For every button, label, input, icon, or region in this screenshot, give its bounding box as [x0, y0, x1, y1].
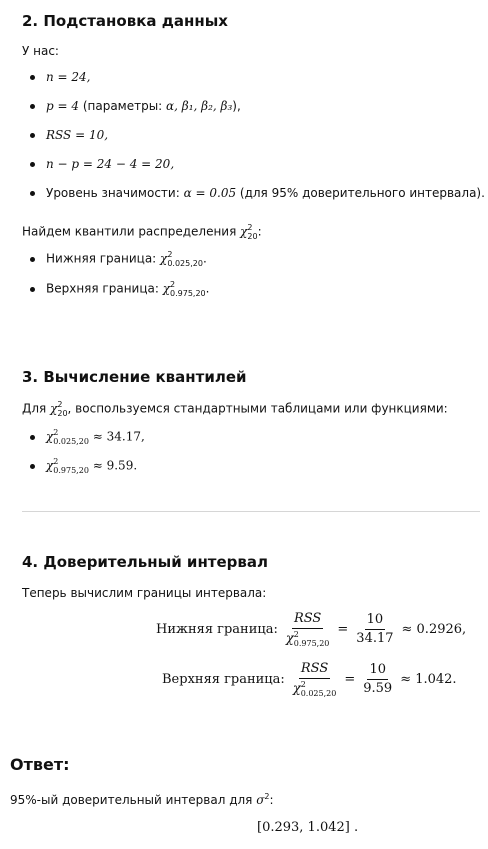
period: . [205, 281, 210, 296]
section-4-title: 4. Доверительный интервал [22, 553, 269, 571]
chi-supsub [167, 250, 203, 268]
chi-symbol: χ [240, 224, 248, 239]
equation-label: Верхняя граница: [162, 672, 285, 687]
bullet-dot [30, 133, 35, 138]
formula-df: n − p = 24 − 4 = 20, [46, 157, 175, 171]
section-2-title: 2. Подстановка данных [22, 12, 228, 30]
list-item-n [46, 69, 91, 85]
lower-bound-equation [156, 611, 466, 648]
chi-sub: 0.975,20 [53, 466, 89, 475]
sigma-symbol: σ [256, 793, 265, 807]
chi-supsub [170, 280, 206, 298]
sigma-sup: 2 [264, 792, 270, 801]
formula-rss: RSS = 10, [46, 128, 109, 142]
fraction-numerator: 10 [365, 612, 386, 630]
chi-symbol: χ [50, 401, 58, 416]
fraction-denominator [284, 629, 332, 648]
section-3-intro [22, 400, 448, 418]
chi-symbol: χ [46, 458, 54, 473]
fraction-numerator: RSS [299, 661, 330, 679]
bullet-dot [30, 162, 35, 167]
chi-sub: 0.025,20 [167, 259, 203, 268]
equals-sign: = [344, 672, 356, 687]
list-item-q2 [46, 457, 137, 475]
list-item-p [46, 98, 241, 114]
list-item-q1 [46, 428, 145, 446]
chi-supsub [53, 457, 89, 475]
bullet-dot [30, 191, 35, 196]
chi-sup: 2 [53, 457, 59, 466]
fraction-denominator [291, 679, 339, 698]
chi-sup: 2 [167, 250, 173, 259]
chi-symbol: χ [46, 429, 54, 444]
list-item-rss [46, 127, 108, 143]
equation-result: ≈ 1.042. [400, 672, 457, 687]
intro-prefix: Для [22, 401, 51, 416]
alpha-note: (для 95% доверительного интервала). [236, 186, 485, 200]
lower-label: Нижняя граница: [46, 251, 161, 266]
bullet-dot [30, 75, 35, 80]
answer-label: 95%-ый доверительный интервал для [10, 793, 257, 807]
chi-sub: 0.025,20 [300, 689, 337, 698]
chi-symbol: χ [292, 681, 301, 697]
chi-sup: 2 [53, 428, 59, 437]
alpha-label: Уровень значимости: [46, 186, 184, 200]
formula-n: n = 24, [46, 70, 91, 84]
quantile-value-lower: ≈ 34.17, [92, 429, 145, 444]
chi-sup: 2 [293, 630, 299, 639]
params-label: (параметры: [79, 99, 167, 113]
chi-sub: 0.975,20 [170, 289, 206, 298]
bullet-dot [30, 464, 35, 469]
list-item-lower [46, 250, 207, 268]
chi-sup: 2 [170, 280, 176, 289]
period: . [202, 251, 207, 266]
fraction-denominator: 9.59 [363, 681, 393, 696]
params-end: ), [232, 99, 241, 113]
chi-sub: 20 [57, 409, 68, 418]
chi-symbol: χ [160, 251, 168, 266]
fraction [291, 661, 339, 698]
chi-sup: 2 [247, 223, 253, 232]
params-formula: α, β₁, β₂, β₃ [166, 99, 233, 113]
chi-supsub [247, 223, 257, 241]
answer-title: Ответ: [10, 755, 70, 774]
list-item-df [46, 156, 174, 172]
chi-symbol: χ [285, 631, 294, 647]
list-item-alpha [46, 185, 485, 201]
fraction [284, 611, 332, 648]
section-3-title: 3. Вычисление квантилей [22, 368, 247, 386]
fraction [354, 612, 395, 647]
bullet-dot [30, 287, 35, 292]
upper-bound-equation [162, 661, 457, 698]
bullet-dot [30, 435, 35, 440]
divider [22, 511, 480, 512]
list-item-upper [46, 280, 209, 298]
chi-sub: 0.025,20 [53, 437, 89, 446]
quantile-colon: : [257, 224, 262, 239]
section-4-intro: Теперь вычислим границы интервала: [22, 586, 267, 600]
fraction-denominator: 34.17 [356, 631, 394, 646]
fraction-numerator: RSS [292, 611, 323, 629]
quantile-value-upper: ≈ 9.59. [92, 458, 138, 473]
chi-supsub [301, 680, 337, 698]
equation-label: Нижняя граница: [156, 622, 278, 637]
section-2-intro: У нас: [22, 44, 59, 58]
intro-suffix: , воспользуемся стандартными таблицами или функциями: [67, 401, 448, 416]
fraction-numerator: 10 [367, 662, 388, 680]
answer-colon: : [269, 793, 274, 807]
equation-result: ≈ 0.2926, [401, 622, 467, 637]
fraction [361, 662, 394, 697]
answer-interval: [0.293, 1.042] . [257, 820, 359, 835]
bullet-dot [30, 257, 35, 262]
bullet-dot [30, 104, 35, 109]
quantile-intro [22, 223, 262, 241]
chi-supsub [294, 630, 330, 648]
chi-sup: 2 [57, 400, 63, 409]
chi-sub: 20 [247, 232, 258, 241]
chi-symbol: χ [162, 281, 171, 296]
formula-alpha: α = 0.05 [183, 186, 237, 200]
chi-supsub [53, 428, 89, 446]
chi-supsub [57, 400, 67, 418]
quantile-text: Найдем квантили распределения [22, 224, 241, 239]
upper-label: Верхняя граница: [46, 281, 163, 296]
chi-sup: 2 [300, 680, 306, 689]
formula-p: p = 4 [46, 99, 79, 113]
equals-sign: = [337, 622, 349, 637]
chi-sub: 0.975,20 [293, 639, 330, 648]
answer-text [10, 789, 274, 808]
